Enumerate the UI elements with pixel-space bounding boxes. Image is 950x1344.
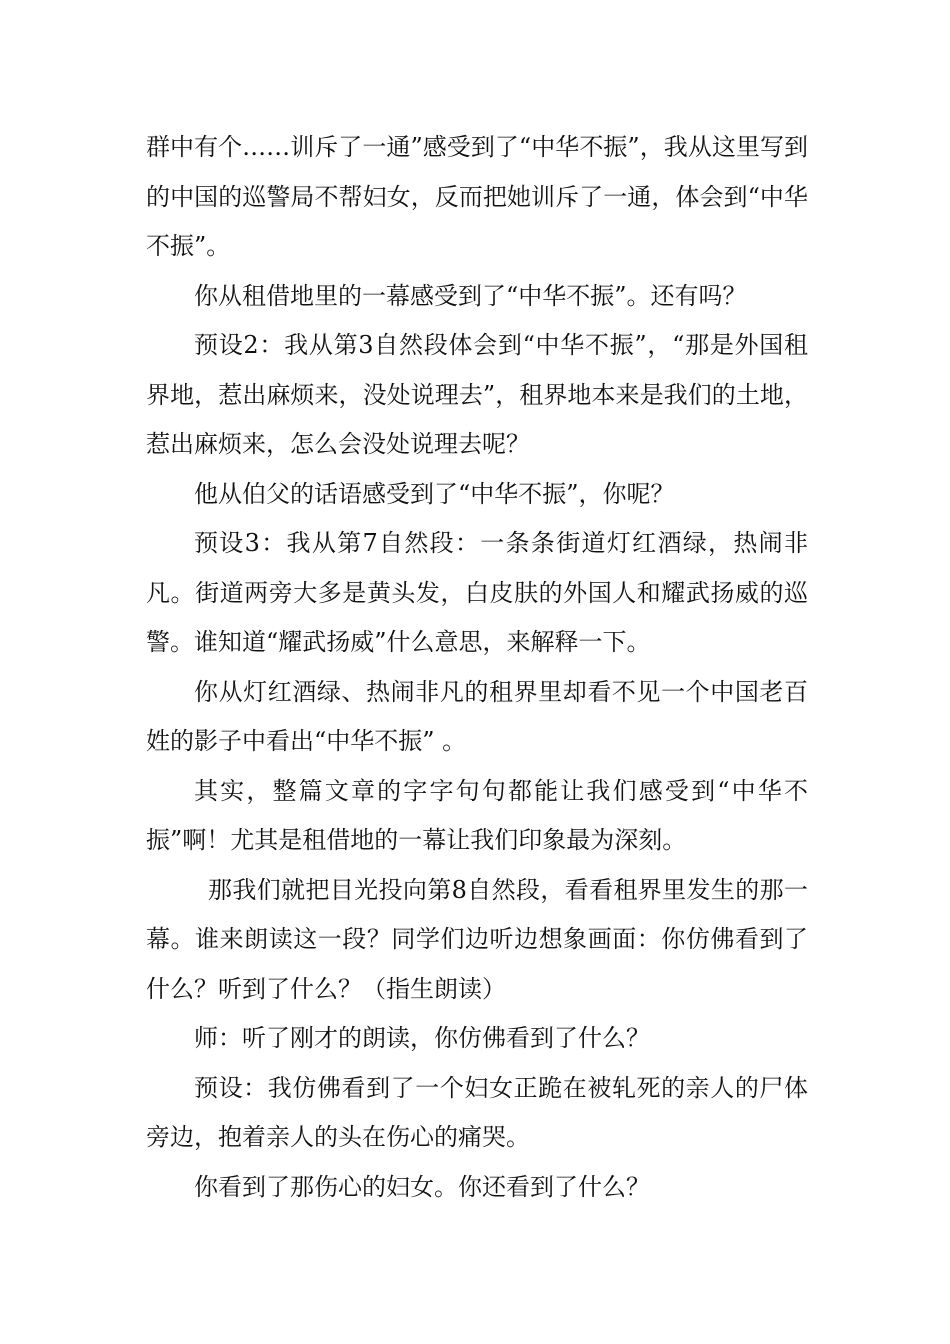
paragraph: 你从租借地里的一幕感受到了“中华不振”。还有吗？ <box>194 281 747 310</box>
paragraph-preset-2: 预设2：我从第3自然段体会到“中华不振”，“那是外国租界地，惹出麻烦来，没处说理去”，租界地本来是我们的土地，惹出麻烦来，怎么会没处说理去呢？ <box>146 331 808 458</box>
paragraph-teacher: 师：听了刚才的朗读，你仿佛看到了什么？ <box>194 1024 650 1052</box>
paragraph: 你看到了那伤心的妇女。你还看到了什么？ <box>194 1172 650 1201</box>
paragraph-preset-3: 预设3：我从第7自然段：一条条街道灯红酒绿，热闹非凡。街道两旁大多是黄头发，白皮肤的外国人和耀武扬威的巡警。谁知道“耀武扬威”什么意思，来解释一下。 <box>146 529 808 656</box>
paragraph: 那我们就把目光投向第8自然段，看看租界里发生的那一幕。谁来朗读这一段？同学们边听边想象画面：你仿佛看到了什么？听到了什么？（指生朗读） <box>146 875 808 1003</box>
paragraph-preset: 预设：我仿佛看到了一个妇女正跪在被轧死的亲人的尸体旁边，抱着亲人的头在伤心的痛哭。 <box>146 1073 808 1151</box>
paragraph: 其实，整篇文章的字字句句都能让我们感受到“中华不振”啊！尤其是租借地的一幕让我们印象最为深刻。 <box>146 776 808 854</box>
paragraph-continuation: 群中有个……训斥了一通”感受到了“中华不振”，我从这里写到的中国的巡警局不帮妇女，反而把她训斥了一通，体会到“中华不振”。 <box>146 133 808 260</box>
paragraph: 他从伯父的话语感受到了“中华不振”，你呢？ <box>194 479 675 508</box>
paragraph: 你从灯红酒绿、热闹非凡的租界里却看不见一个中国老百姓的影子中看出“中华不振” 。 <box>146 677 808 755</box>
document-body <box>146 123 808 1212</box>
